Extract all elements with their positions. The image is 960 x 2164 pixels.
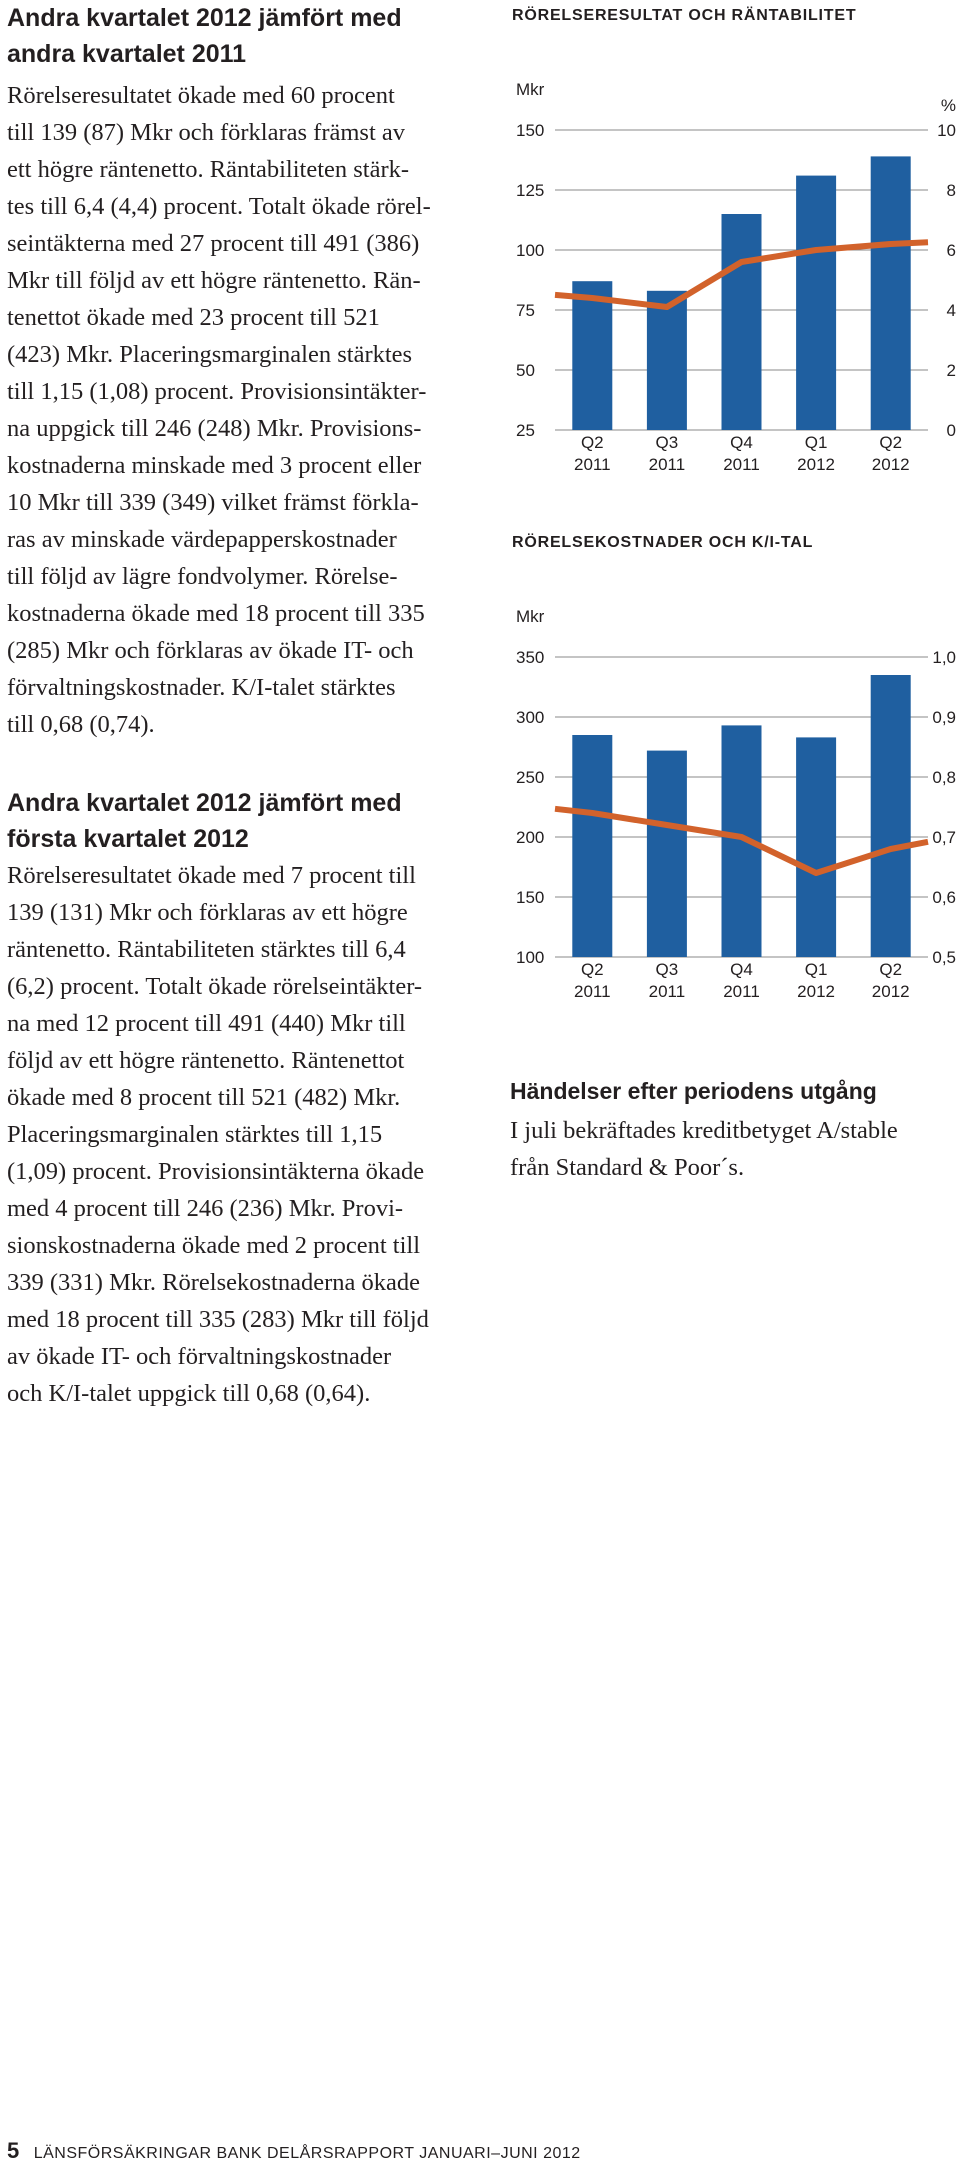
- y2-tick-label: 1,0: [932, 648, 956, 667]
- y2-tick-label: 0,7: [932, 828, 956, 847]
- y-tick-label: 50: [516, 361, 535, 380]
- page-number: 5: [7, 2138, 19, 2163]
- body-line: till följd av lägre fondvolymer. Rörelse-: [7, 558, 482, 595]
- bar: [796, 176, 836, 430]
- x-tick-label: Q1: [805, 960, 828, 979]
- body-line: seintäkterna med 27 procent till 491 (386): [7, 225, 482, 262]
- body-line: tenettot ökade med 23 procent till 521: [7, 299, 482, 336]
- body-line: na med 12 procent till 491 (440) Mkr till: [7, 1005, 482, 1042]
- y2-tick-label: 6: [947, 241, 956, 260]
- bar: [647, 291, 687, 430]
- body-line: 339 (331) Mkr. Rörelsekostnaderna ökade: [7, 1264, 482, 1301]
- bar: [871, 675, 911, 957]
- section-1: [7, 0, 482, 743]
- y-tick-label: 125: [516, 181, 544, 200]
- body-line: (285) Mkr och förklaras av ökade IT- och: [7, 632, 482, 669]
- bar: [647, 751, 687, 957]
- body-line: av ökade IT- och förvaltningskostnader: [7, 1338, 482, 1375]
- body-line: ett högre räntenetto. Räntabiliteten stärk-: [7, 151, 482, 188]
- x-tick-label: 2012: [872, 455, 910, 474]
- y2-tick-label: 4: [947, 301, 956, 320]
- body-line: (6,2) procent. Totalt ökade rörelseintäkter-: [7, 968, 482, 1005]
- y-axis-unit-label: Mkr: [516, 607, 545, 626]
- y-axis-unit-label: Mkr: [516, 80, 545, 99]
- y2-tick-label: 2: [947, 361, 956, 380]
- y-tick-label: 150: [516, 888, 544, 907]
- events-section: [510, 1074, 960, 1186]
- bar: [572, 281, 612, 430]
- bar: [722, 214, 762, 430]
- y2-tick-label: 0,6: [932, 888, 956, 907]
- body-line: följd av ett högre räntenetto. Räntenettot: [7, 1042, 482, 1079]
- x-tick-label: 2011: [574, 455, 611, 474]
- section-1-heading: [7, 0, 482, 72]
- x-tick-label: Q4: [730, 433, 753, 452]
- x-tick-label: 2012: [797, 982, 835, 1001]
- body-line: tes till 6,4 (4,4) procent. Totalt ökade rörel-: [7, 188, 482, 225]
- body-line: kostnaderna minskade med 3 procent eller: [7, 447, 482, 484]
- section-2: [7, 785, 482, 1412]
- section-1-body: [7, 77, 482, 743]
- chart-1-plot: [510, 0, 960, 520]
- y-tick-label: 250: [516, 768, 544, 787]
- section-2-heading: [7, 785, 482, 857]
- y2-tick-label: 0: [947, 421, 956, 440]
- events-body: [510, 1112, 960, 1186]
- body-line: från Standard & Poor´s.: [510, 1149, 960, 1186]
- footer-text: LÄNSFÖRSÄKRINGAR BANK DELÅRSRAPPORT JANUARI–JUNI 2012: [34, 2145, 581, 2162]
- body-line: (1,09) procent. Provisionsintäkterna ökade: [7, 1153, 482, 1190]
- chart-2-plot: [510, 527, 960, 1047]
- body-line: Rörelseresultatet ökade med 60 procent: [7, 77, 482, 114]
- heading-line: Andra kvartalet 2012 jämfört med: [7, 785, 482, 821]
- body-line: räntenetto. Räntabiliteten stärktes till 6,4: [7, 931, 482, 968]
- x-tick-label: 2011: [649, 455, 686, 474]
- heading-line: första kvartalet 2012: [7, 821, 482, 857]
- x-tick-label: Q2: [581, 960, 604, 979]
- heading-line: andra kvartalet 2011: [7, 36, 482, 72]
- x-tick-label: 2012: [872, 982, 910, 1001]
- y-tick-label: 350: [516, 648, 544, 667]
- bar: [796, 737, 836, 957]
- y-tick-label: 100: [516, 948, 544, 967]
- body-line: 139 (131) Mkr och förklaras av ett högre: [7, 894, 482, 931]
- body-line: 10 Mkr till 339 (349) vilket främst förkla-: [7, 484, 482, 521]
- body-line: Rörelseresultatet ökade med 7 procent till: [7, 857, 482, 894]
- body-line: förvaltningskostnader. K/I-talet stärktes: [7, 669, 482, 706]
- y-tick-label: 150: [516, 121, 544, 140]
- heading-line: Andra kvartalet 2012 jämfört med: [7, 0, 482, 36]
- x-tick-label: Q2: [879, 960, 902, 979]
- chart-2-title: RÖRELSEKOSTNADER OCH K/I-TAL: [512, 534, 813, 552]
- body-line: (423) Mkr. Placeringsmarginalen stärktes: [7, 336, 482, 373]
- body-line: sionskostnaderna ökade med 2 procent till: [7, 1227, 482, 1264]
- y2-tick-label: 10: [937, 121, 956, 140]
- x-tick-label: Q2: [879, 433, 902, 452]
- x-tick-label: 2011: [723, 982, 760, 1001]
- y2-tick-label: 8: [947, 181, 956, 200]
- x-tick-label: Q3: [656, 433, 679, 452]
- body-line: till 0,68 (0,74).: [7, 706, 482, 743]
- text-column: [7, 0, 482, 1412]
- body-line: Placeringsmarginalen stärktes till 1,15: [7, 1116, 482, 1153]
- y-tick-label: 200: [516, 828, 544, 847]
- body-line: I juli bekräftades kreditbetyget A/stable: [510, 1112, 960, 1149]
- events-heading: Händelser efter periodens utgång: [510, 1074, 960, 1108]
- x-tick-label: Q3: [656, 960, 679, 979]
- x-tick-label: Q2: [581, 433, 604, 452]
- body-line: och K/I-talet uppgick till 0,68 (0,64).: [7, 1375, 482, 1412]
- section-2-body: [7, 857, 482, 1412]
- body-line: ras av minskade värdepapperskostnader: [7, 521, 482, 558]
- y-tick-label: 25: [516, 421, 535, 440]
- y-tick-label: 75: [516, 301, 535, 320]
- body-line: med 4 procent till 246 (236) Mkr. Provi-: [7, 1190, 482, 1227]
- x-tick-label: Q4: [730, 960, 753, 979]
- body-line: till 139 (87) Mkr och förklaras främst av: [7, 114, 482, 151]
- x-tick-label: 2011: [723, 455, 760, 474]
- y-tick-label: 300: [516, 708, 544, 727]
- y2-tick-label: 0,8: [932, 768, 956, 787]
- body-line: kostnaderna ökade med 18 procent till 335: [7, 595, 482, 632]
- x-tick-label: 2011: [574, 982, 611, 1001]
- x-tick-label: 2011: [649, 982, 686, 1001]
- body-line: till 1,15 (1,08) procent. Provisionsintäkter-: [7, 373, 482, 410]
- bar: [871, 156, 911, 430]
- body-line: med 18 procent till 335 (283) Mkr till följd: [7, 1301, 482, 1338]
- y2-tick-label: 0,9: [932, 708, 956, 727]
- bar: [572, 735, 612, 957]
- body-line: Mkr till följd av ett högre räntenetto. Rän-: [7, 262, 482, 299]
- y2-tick-label: 0,5: [932, 948, 956, 967]
- x-tick-label: Q1: [805, 433, 828, 452]
- y2-axis-unit-label: %: [941, 96, 956, 115]
- y-tick-label: 100: [516, 241, 544, 260]
- page-footer: [7, 2138, 581, 2164]
- chart-1-title: RÖRELSERESULTAT OCH RÄNTABILITET: [512, 7, 856, 25]
- body-line: na uppgick till 246 (248) Mkr. Provisions-: [7, 410, 482, 447]
- body-line: ökade med 8 procent till 521 (482) Mkr.: [7, 1079, 482, 1116]
- x-tick-label: 2012: [797, 455, 835, 474]
